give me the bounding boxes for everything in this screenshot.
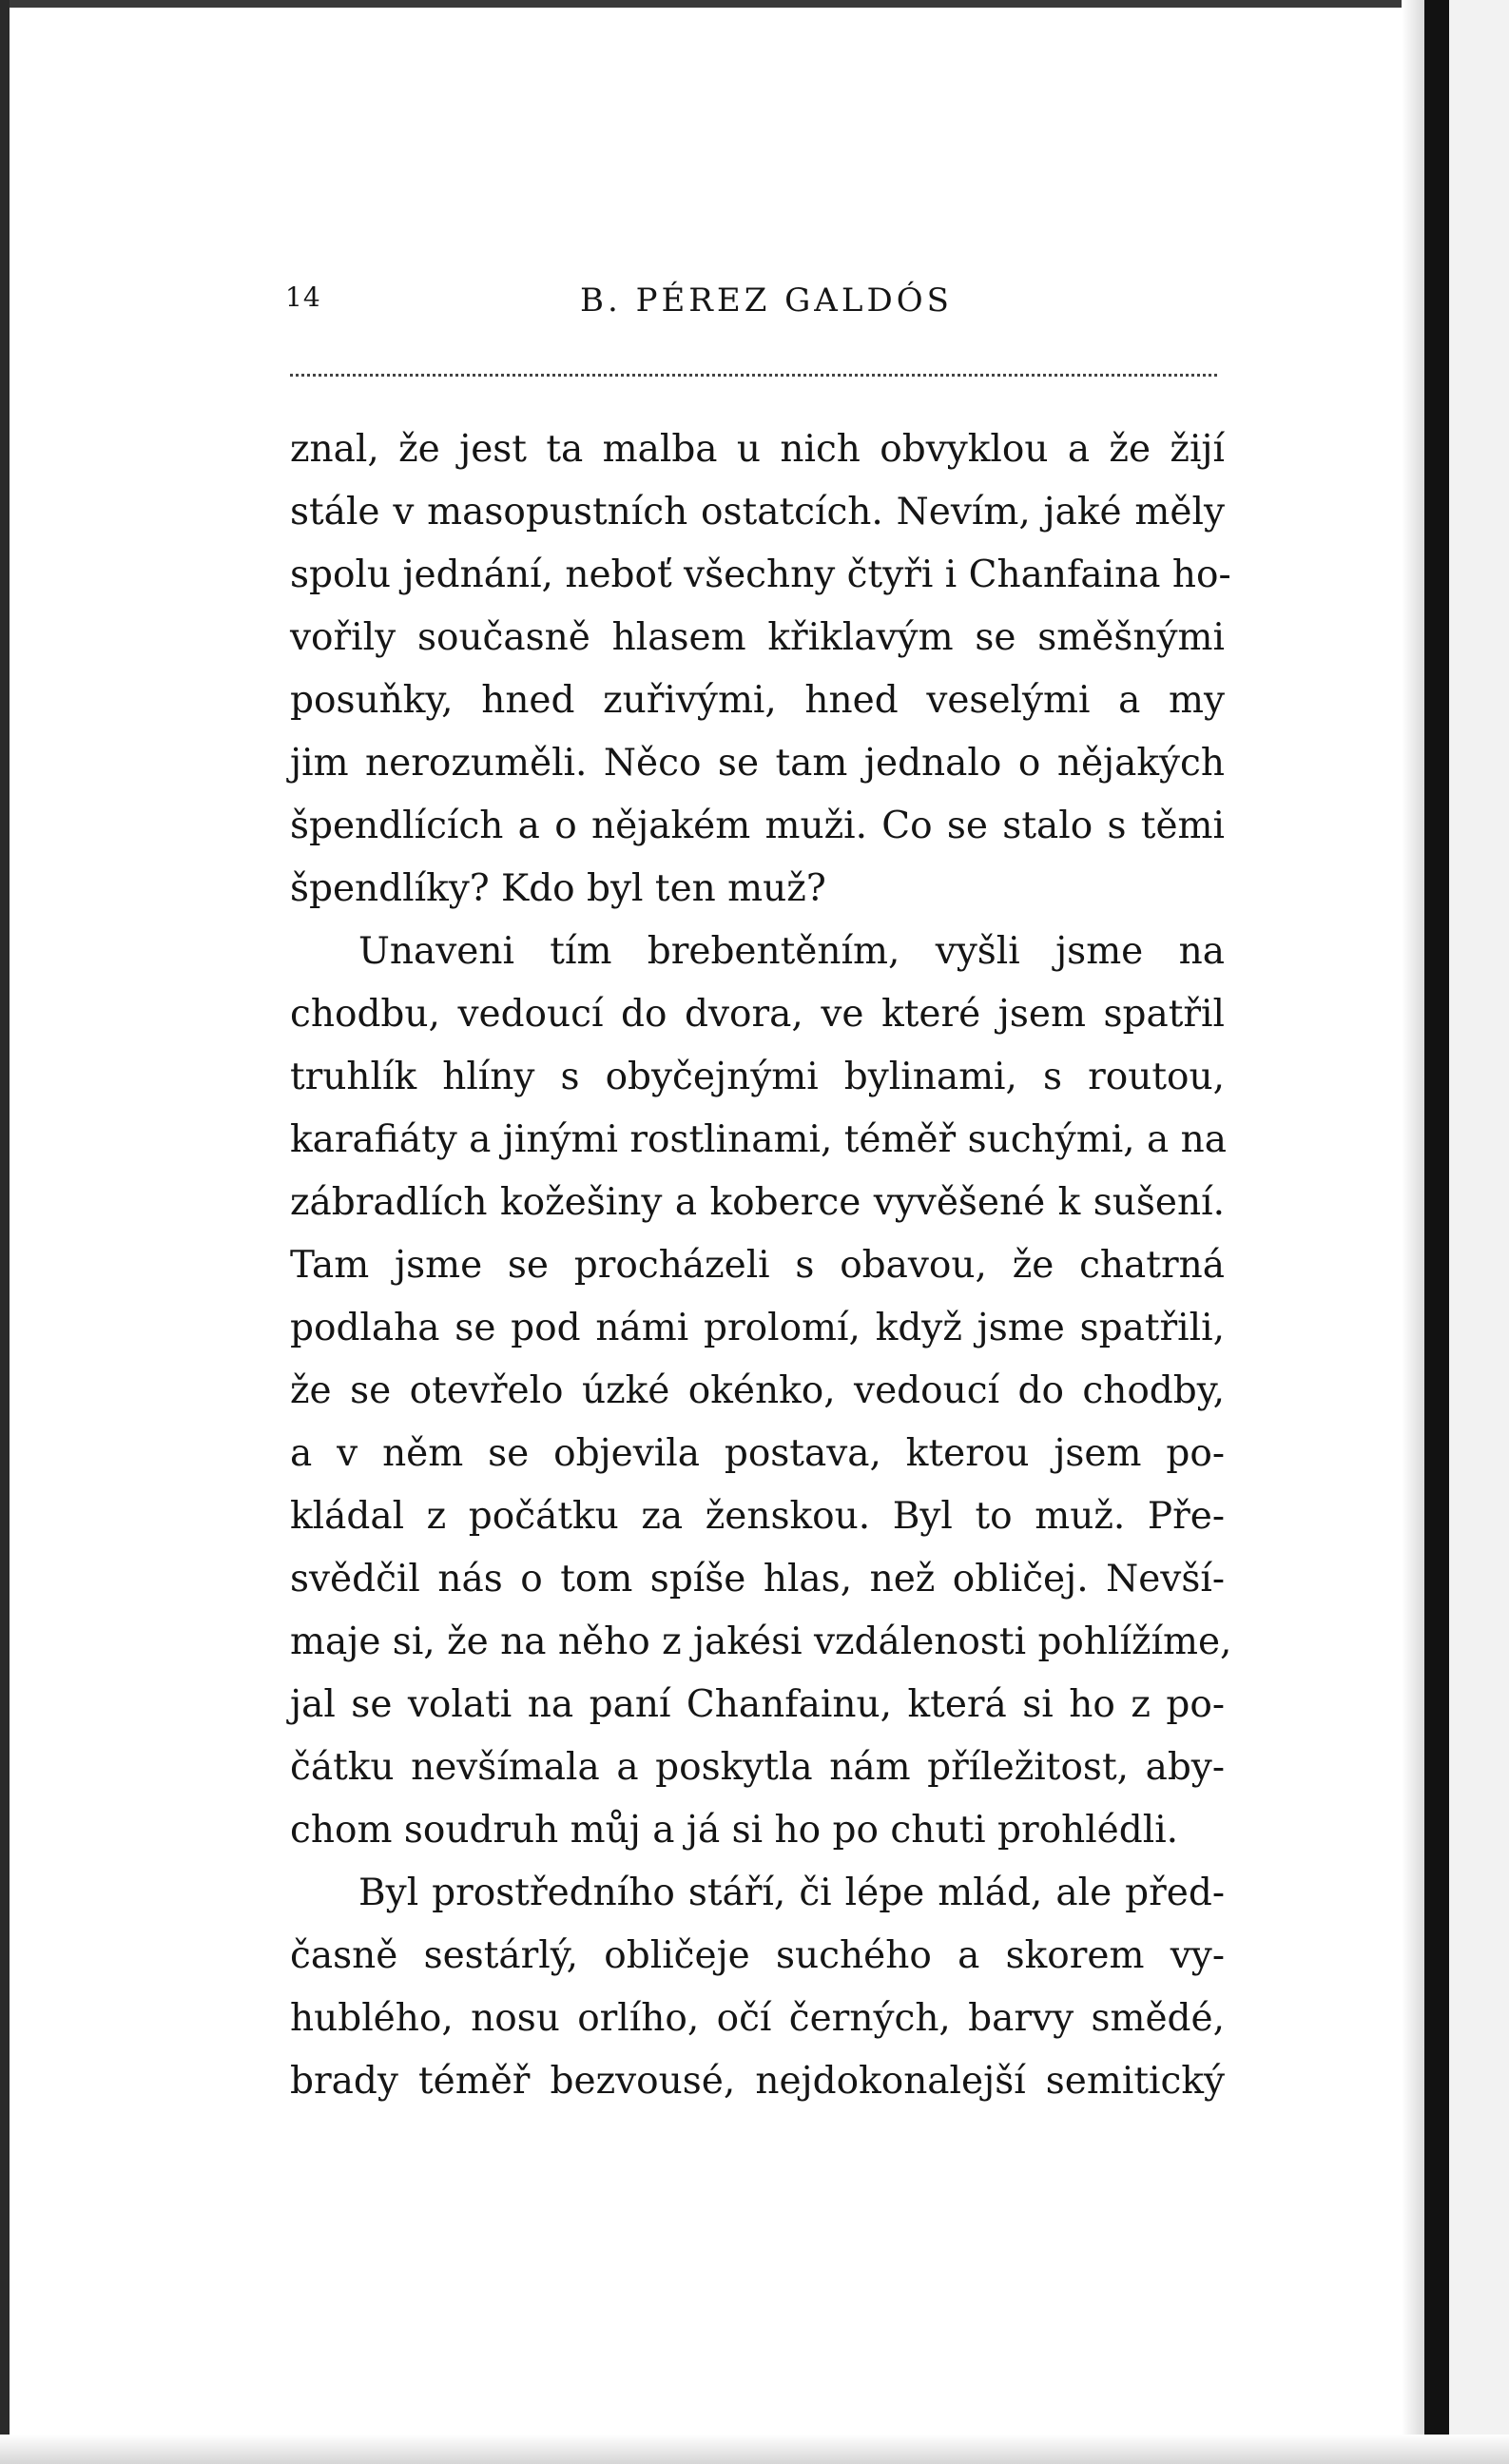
page-number: 14 — [285, 281, 321, 313]
scan-left-edge — [0, 0, 10, 2464]
text-line: svědčil nás o tom spíše hlas, než obličej. Nevší- — [290, 1558, 1225, 1601]
gutter-shadow — [1402, 0, 1424, 2464]
running-head — [285, 281, 1231, 339]
text-line: jal se volati na paní Chanfainu, která si ho z po- — [290, 1683, 1225, 1726]
text-line: kládal z počátku za ženskou. Byl to muž. Pře- — [290, 1495, 1225, 1538]
scan-top-edge — [0, 0, 1509, 8]
body-text — [290, 418, 1232, 2113]
text-line: brady téměř bezvousé, nejdokonalejší semitický — [290, 2060, 1225, 2103]
text-line: špendlících a o nějakém muži. Co se stalo s těmi — [290, 805, 1225, 847]
text-line: Unaveni tím brebentěním, vyšli jsme na — [358, 930, 1225, 973]
text-line: znal, že jest ta malba u nich obvyklou a že žijí — [290, 428, 1225, 471]
text-line: Byl prostředního stáří, či lépe mlád, ale před- — [358, 1872, 1225, 1914]
text-line: jim nerozuměli. Něco se tam jednalo o nějakých — [290, 742, 1225, 785]
header-title: B. PÉREZ GALDÓS — [580, 281, 953, 320]
text-line: hublého, nosu orlího, očí černých, barvy smědé, — [290, 1997, 1225, 2040]
text-line: chom soudruh můj a já si ho po chuti prohlédli. — [290, 1809, 1179, 1852]
text-line: špendlíky? Kdo byl ten muž? — [290, 867, 826, 910]
text-line: truhlík hlíny s obyčejnými bylinami, s routou, — [290, 1056, 1225, 1098]
text-line: vořily současně hlasem křiklavým se směšnými — [290, 616, 1225, 659]
header-rule — [290, 374, 1217, 377]
scan-bottom-edge — [0, 2435, 1509, 2464]
text-line: čátku nevšímala a poskytla nám příležitost, aby- — [290, 1746, 1225, 1789]
text-line: a v něm se objevila postava, kterou jsem po- — [290, 1432, 1225, 1475]
text-line: podlaha se pod námi prolomí, když jsme spatřili, — [290, 1307, 1225, 1349]
text-line: posuňky, hned zuřivými, hned veselými a my — [290, 679, 1225, 722]
text-line: časně sestárlý, obličeje suchého a skorem vy- — [290, 1934, 1225, 1977]
text-line: stále v masopustních ostatcích. Nevím, jaké měly — [290, 491, 1225, 534]
text-line: Tam jsme se procházeli s obavou, že chatrná — [290, 1244, 1225, 1287]
text-line: karafiáty a jinými rostlinami, téměř suchými, a na — [290, 1118, 1227, 1161]
text-line: chodbu, vedoucí do dvora, ve které jsem spatřil — [290, 993, 1225, 1036]
adjacent-page-edge — [1449, 0, 1509, 2464]
text-line: že se otevřelo úzké okénko, vedoucí do chodby, — [290, 1369, 1225, 1412]
text-line: zábradlích kožešiny a koberce vyvěšené k sušení. — [290, 1181, 1225, 1224]
text-line: maje si, že na něho z jakési vzdálenosti pohlížíme, — [290, 1620, 1232, 1663]
text-line: spolu jednání, neboť všechny čtyři i Chanfaina ho- — [290, 553, 1231, 596]
book-spine — [1424, 0, 1449, 2464]
